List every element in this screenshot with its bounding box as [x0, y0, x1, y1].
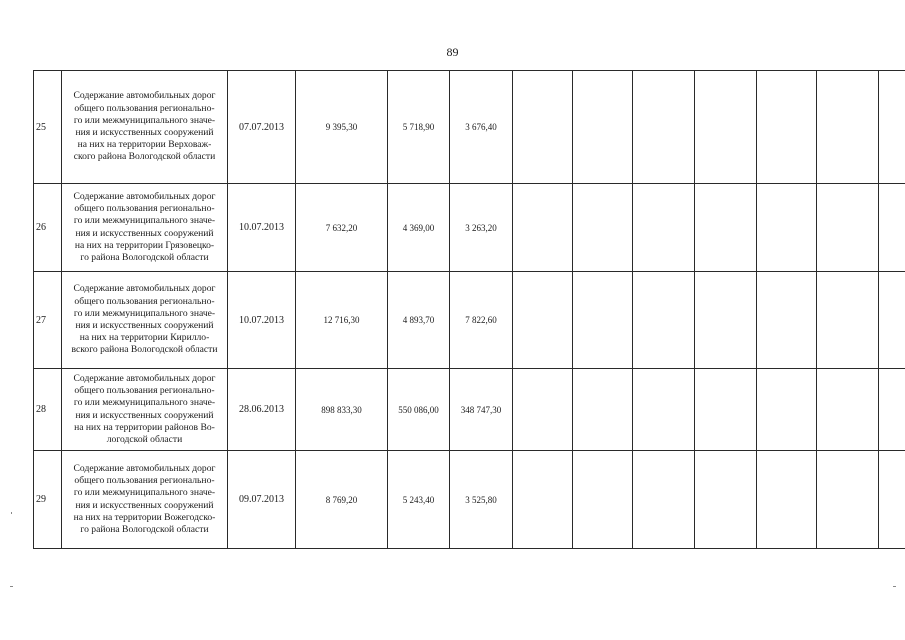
empty-cell — [513, 71, 573, 184]
description-line: ния и искусственных сооружений — [75, 227, 214, 239]
description-line: Содержание автомобильных дорог — [73, 283, 216, 295]
empty-cell — [879, 369, 905, 451]
description-line: го или межмуниципального значе- — [73, 487, 216, 499]
row-amount-part1: 5 243,40 — [388, 451, 450, 549]
table-row — [34, 272, 905, 369]
description-line: ния и искусственных сооружений — [75, 127, 214, 138]
row-total-amount: 898 833,30 — [296, 369, 388, 451]
row-description — [62, 272, 228, 369]
contracts-table — [33, 70, 905, 549]
scan-mark — [893, 586, 896, 587]
table-body — [34, 71, 905, 549]
row-amount-part1: 4 369,00 — [388, 184, 450, 272]
row-total-amount: 9 395,30 — [296, 71, 388, 184]
description-line: ния и искусственных сооружений — [75, 409, 214, 421]
row-number: 28 — [34, 369, 62, 451]
row-number: 26 — [34, 184, 62, 272]
description-line: Содержание автомобильных дорог — [73, 372, 216, 384]
row-description — [62, 184, 228, 272]
description-line: го района Вологодской области — [80, 523, 209, 535]
empty-cell — [695, 184, 757, 272]
empty-cell — [757, 71, 817, 184]
description-line: на них на территории районов Во- — [74, 421, 215, 433]
page-number: 89 — [446, 45, 459, 59]
empty-cell — [633, 184, 695, 272]
table-row — [34, 451, 905, 549]
empty-cell — [573, 71, 633, 184]
row-amount-part1: 550 086,00 — [388, 369, 450, 451]
row-number: 25 — [34, 71, 62, 184]
description-line: на них на территории Вожегодско- — [73, 511, 216, 523]
row-number: 29 — [34, 451, 62, 549]
row-total-amount: 8 769,20 — [296, 451, 388, 549]
table-row — [34, 71, 905, 184]
row-description — [62, 71, 228, 184]
empty-cell — [573, 451, 633, 549]
description-line: общего пользования регионально- — [74, 385, 215, 397]
empty-cell — [817, 184, 879, 272]
description-line: го или межмуниципального значе- — [73, 307, 216, 319]
empty-cell — [817, 272, 879, 369]
empty-cell — [513, 272, 573, 369]
empty-cell — [817, 71, 879, 184]
empty-cell — [573, 184, 633, 272]
empty-cell — [513, 184, 573, 272]
row-date: 10.07.2013 — [228, 272, 296, 369]
description-line: Содержание автомобильных дорог — [73, 462, 216, 474]
description-line: Содержание автомобильных дорог — [73, 90, 216, 102]
row-amount-part2: 3 676,40 — [450, 71, 513, 184]
row-amount-part1: 4 893,70 — [388, 272, 450, 369]
empty-cell — [633, 272, 695, 369]
empty-cell — [757, 272, 817, 369]
empty-cell — [757, 369, 817, 451]
row-total-amount: 12 716,30 — [296, 272, 388, 369]
empty-cell — [817, 369, 879, 451]
description-line: го или межмуниципального значе- — [73, 114, 216, 126]
row-description — [62, 369, 228, 451]
empty-cell — [757, 184, 817, 272]
description-line: общего пользования регионально- — [74, 102, 215, 114]
empty-cell — [573, 369, 633, 451]
description-line: на них на территории Грязовецко- — [74, 239, 215, 251]
row-amount-part2: 3 525,80 — [450, 451, 513, 549]
row-amount-part1: 5 718,90 — [388, 71, 450, 184]
row-amount-part2: 7 822,60 — [450, 272, 513, 369]
row-date: 28.06.2013 — [228, 369, 296, 451]
description-line: общего пользования регионально- — [74, 203, 215, 215]
empty-cell — [817, 451, 879, 549]
row-date: 10.07.2013 — [228, 184, 296, 272]
row-date: 07.07.2013 — [228, 71, 296, 184]
description-line: Содержание автомобильных дорог — [73, 190, 216, 202]
table-row — [34, 369, 905, 451]
empty-cell — [879, 451, 905, 549]
description-line: общего пользования регионально- — [74, 475, 215, 487]
empty-cell — [513, 451, 573, 549]
empty-cell — [633, 369, 695, 451]
empty-cell — [879, 184, 905, 272]
empty-cell — [879, 71, 905, 184]
empty-cell — [633, 71, 695, 184]
scan-mark — [11, 512, 12, 514]
empty-cell — [757, 451, 817, 549]
description-line: ния и искусственных сооружений — [75, 499, 214, 511]
description-line: логодской области — [106, 433, 183, 445]
row-amount-part2: 3 263,20 — [450, 184, 513, 272]
description-line: го или межмуниципального значе- — [73, 215, 216, 227]
description-line: го или межмуниципального значе- — [73, 397, 216, 409]
empty-cell — [513, 369, 573, 451]
row-number: 27 — [34, 272, 62, 369]
empty-cell — [633, 451, 695, 549]
description-line: на них на территории Кирилло- — [79, 332, 210, 344]
empty-cell — [695, 272, 757, 369]
description-line: на них на территории Верховаж- — [77, 139, 212, 151]
description-line: го района Вологодской области — [80, 251, 209, 263]
description-line: вского района Вологодской области — [71, 344, 218, 356]
empty-cell — [695, 451, 757, 549]
row-amount-part2: 348 747,30 — [450, 369, 513, 451]
empty-cell — [695, 369, 757, 451]
table-row — [34, 184, 905, 272]
empty-cell — [879, 272, 905, 369]
empty-cell — [573, 272, 633, 369]
row-date: 09.07.2013 — [228, 451, 296, 549]
row-total-amount: 7 632,20 — [296, 184, 388, 272]
description-line: общего пользования регионально- — [74, 295, 215, 307]
row-description — [62, 451, 228, 549]
empty-cell — [695, 71, 757, 184]
description-line: ского района Вологодской области — [73, 151, 216, 163]
description-line: ния и искусственных сооружений — [75, 320, 214, 331]
scan-mark — [10, 586, 13, 587]
